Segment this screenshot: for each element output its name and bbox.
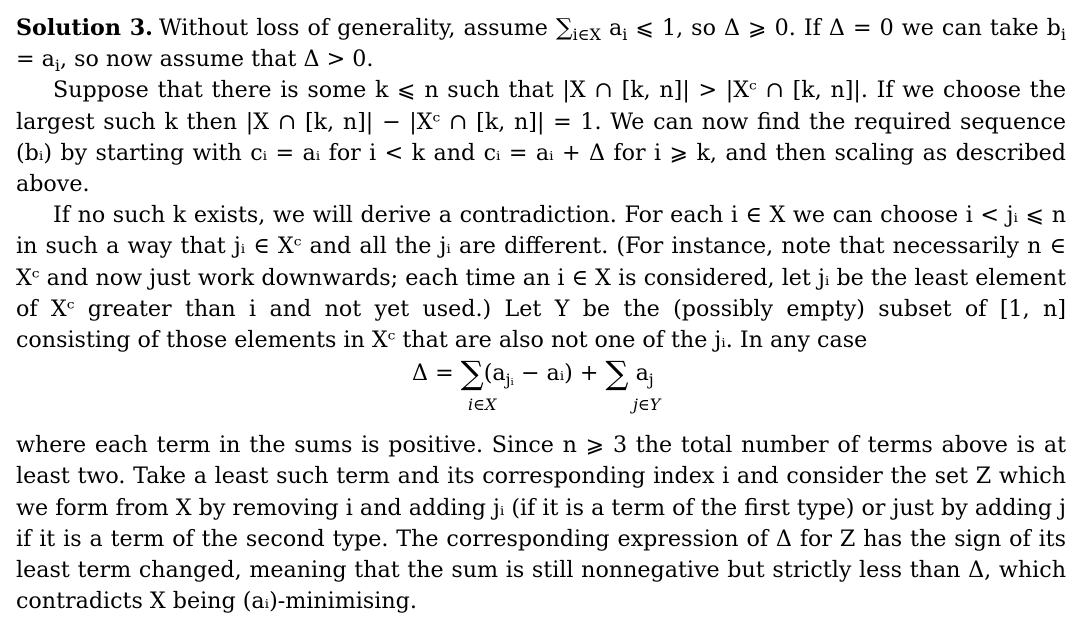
sum1-index: i∈X [468,395,497,415]
p1-sub-3: i [54,55,60,75]
p1-text-b: a [600,15,623,41]
sum1-body: (a [483,360,506,387]
p1-text-d: = a [16,46,55,73]
p1-text-c: ⩽ 1, so Δ ⩾ 0. If Δ = 0 we can take b [627,15,1061,41]
sum1-subscript: jᵢ [505,370,514,390]
sum-symbol-2: ∑ [605,354,629,393]
inline-sum-symbol: ∑ [555,14,573,41]
paragraph-3: If no such k exists, we will derive a contradiction. For each i ∈ X we can choose i < jᵢ ⩽ n in such a way that jᵢ ∈ Xᶜ and all the jᵢ are different. (For instance, note that necessarily n ∈ Xᶜ and now just work downwards; each time an i ∈ X is considered, let jᵢ be the least element of Xᶜ greater than i and not yet used.) Let Y be the (possibly empty) subset of [1, n] consisting of those elements in Xᶜ that are also not one of the jᵢ. In any case [16,202,1066,354]
p1-sub-2: i [1060,24,1066,44]
p1-text-a: Without loss of generality, assume [158,15,556,41]
sum2-index: j∈Y [633,395,661,415]
sum2-subscript: j [648,370,654,390]
paragraph-2: Suppose that there is some k ⩽ n such that |X ∩ [k, n]| > |Xᶜ ∩ [k, n]|. If we choose the largest such k then |X ∩ [k, n]| − |Xᶜ ∩ [k, n]| = 1. We can now find the required sequence (bᵢ) by starting with cᵢ = aᵢ for i < k and cᵢ = aᵢ + Δ for i ⩾ k, and then scaling as described above. [16,77,1066,198]
p1-text-e: , so now assume that Δ > 0. [59,46,374,73]
sum2-body: a [628,360,649,387]
sum-symbol-1: ∑ [460,354,484,393]
p1-sub-1: i [622,24,628,44]
display-equation [16,354,1066,422]
paragraph-1 [16,12,1066,75]
paragraph-4: where each term in the sums is positive. Since n ⩾ 3 the total number of terms above is at least two. Take a least such term and its corresponding index i and consider the set Z which we form from X by removing i and adding jᵢ (if it is a term of the first type) or just by adding j if it is a term of the second type. The corresponding expression of Δ for Z has the sign of its least term changed, meaning that the sum is still nonnegative but strictly less than Δ, which contradicts X being (aᵢ)-minimising. [16,432,1066,615]
solution-heading: Solution 3. [16,15,153,41]
sum1-rest: − aᵢ) + [513,360,606,387]
equation-line [412,354,654,393]
equation-lhs: Δ = [412,360,461,387]
inline-sum-index: i∈X [572,24,601,44]
